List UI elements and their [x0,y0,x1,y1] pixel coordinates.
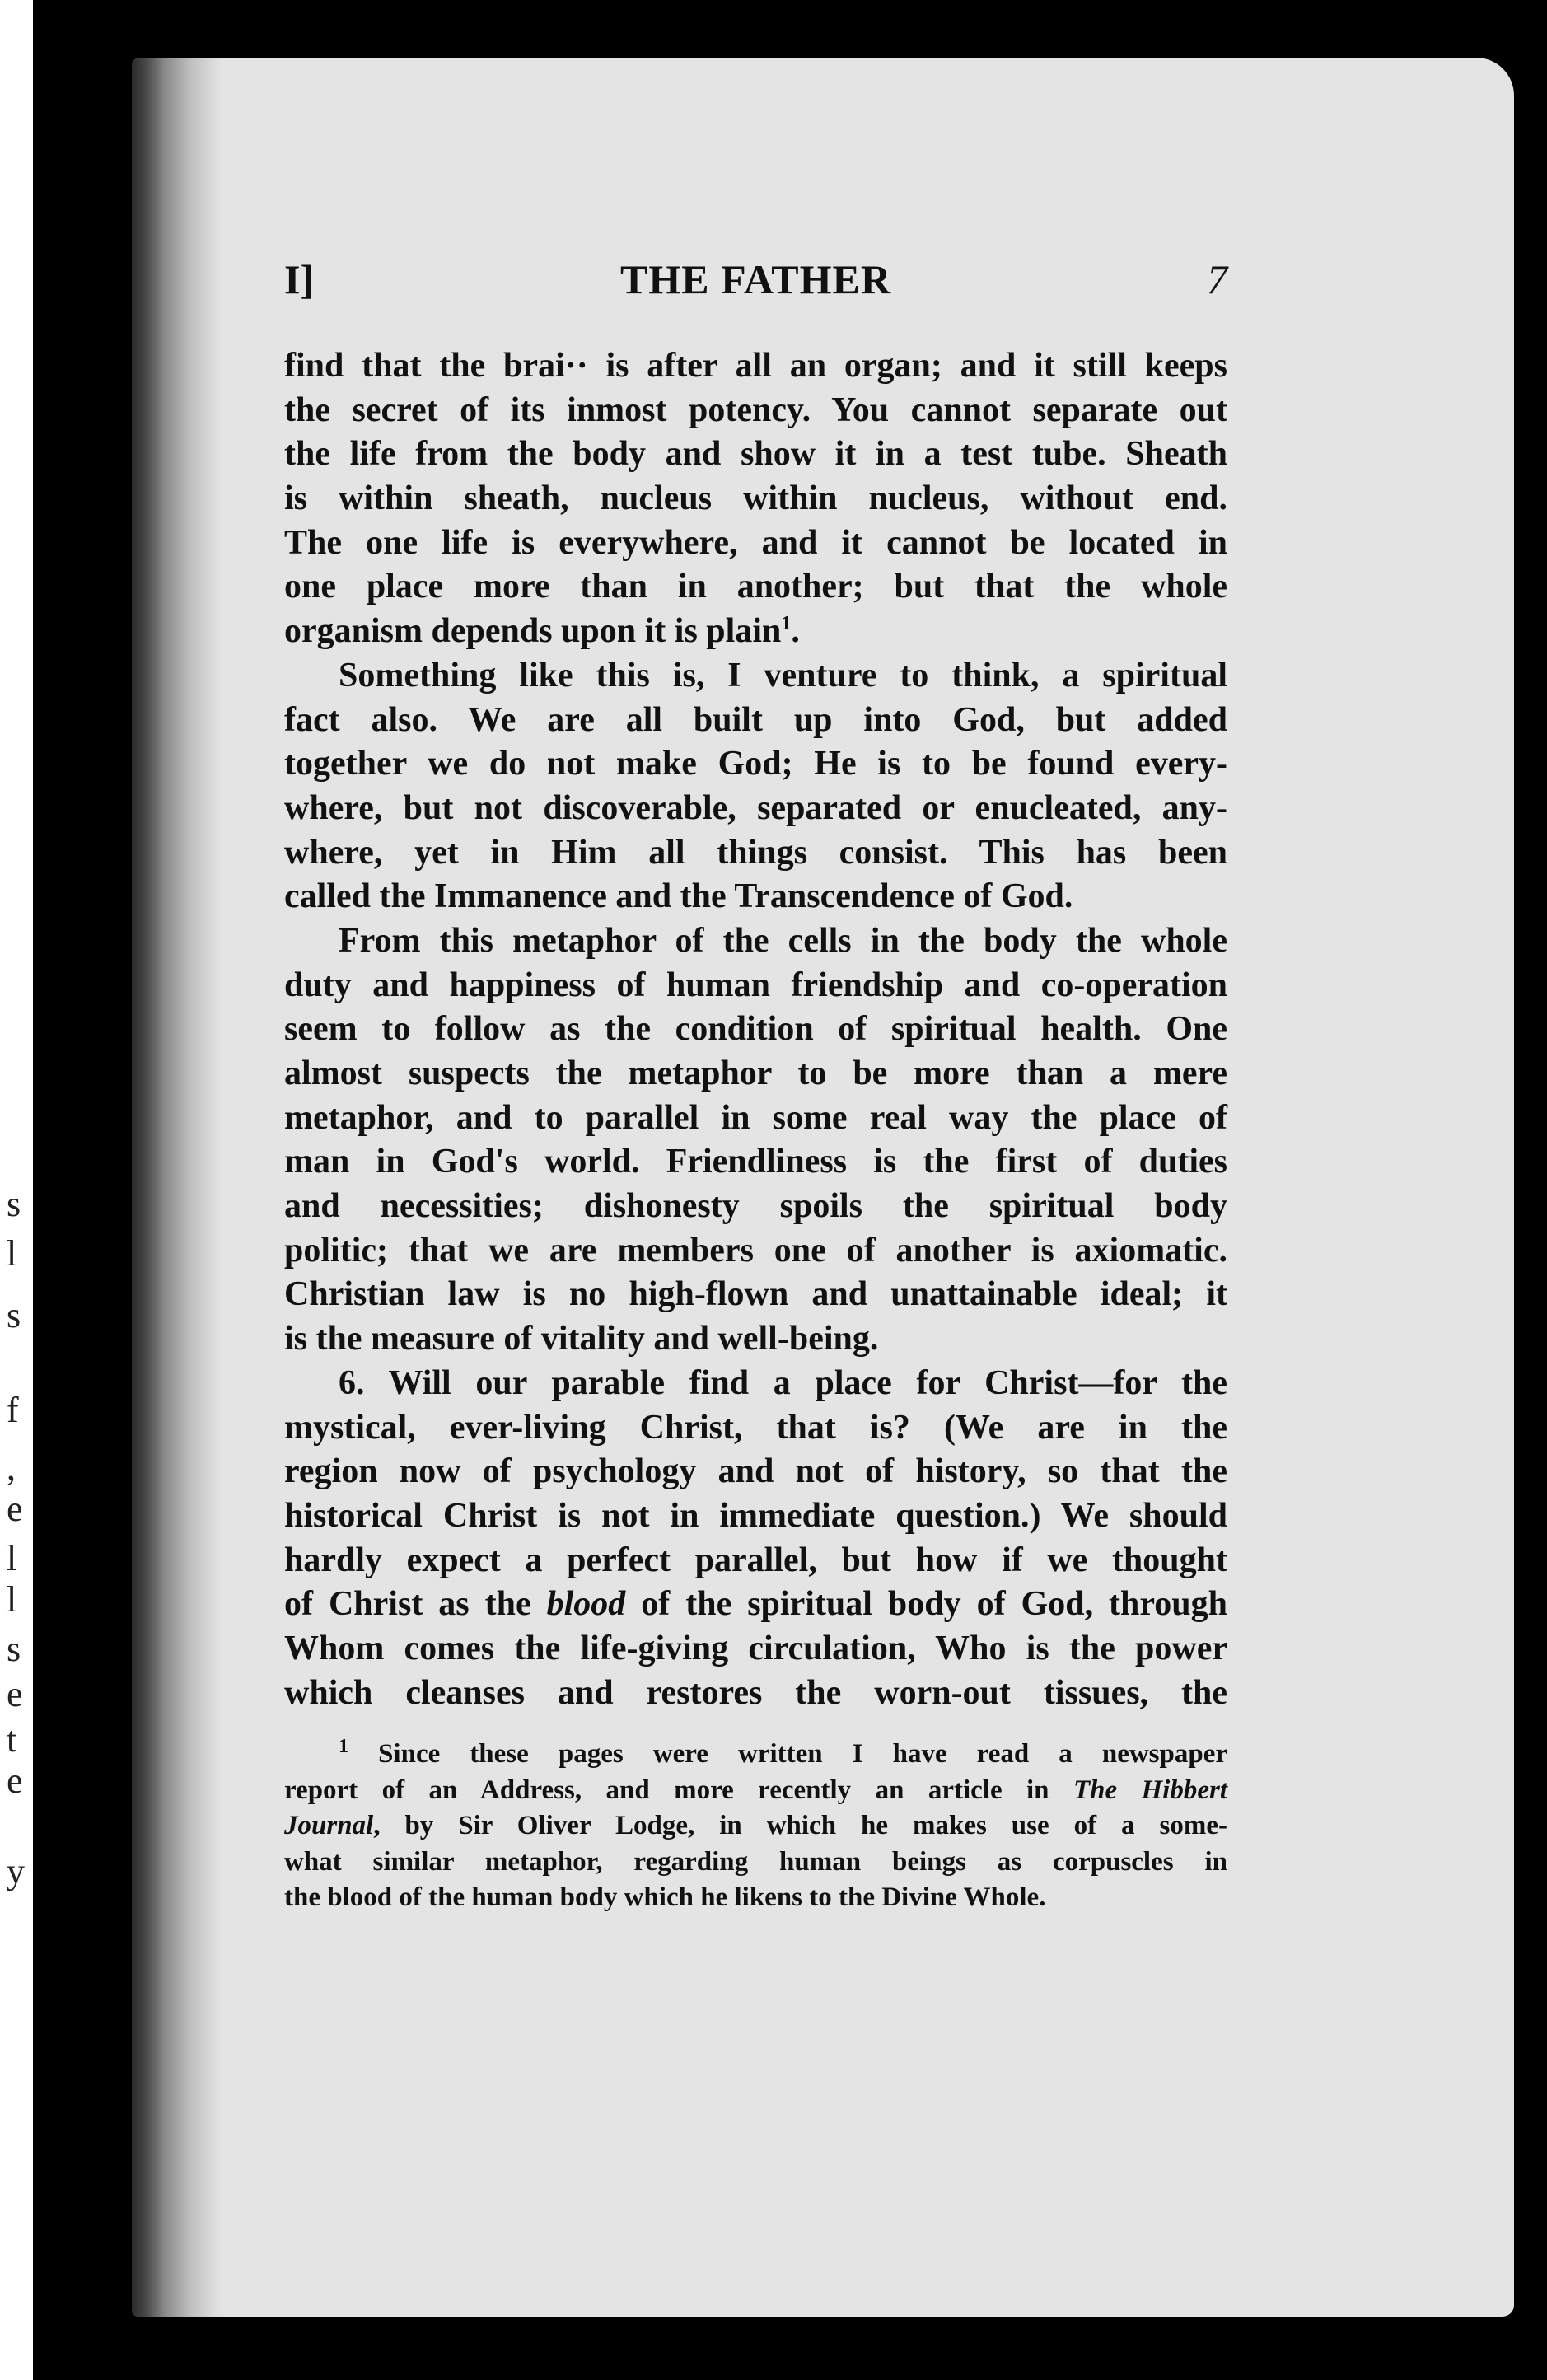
page-number: 7 [1207,256,1227,302]
footnote-line: what similar metaphor, regarding human beings as corpuscles in [284,1846,1227,1877]
text-line: hardly expect a perfect parallel, but how if we thought [284,1541,1227,1579]
text-line: called the Immanence and the Transcendence of God. [284,877,1073,916]
footnote-line: the blood of the human body which he likens to the Divine Whole. [284,1882,1046,1913]
text-line: one place more than in another; but that the whole [284,568,1227,606]
footnote-marker: 1 [339,1736,348,1758]
text-line: where, but not discoverable, separated or enucleated, any- [284,788,1227,827]
text-line: mystical, ever-living Christ, that is? (We are in the [284,1408,1227,1447]
text-line: Christian law is no high-flown and unattainable ideal; it [284,1275,1227,1314]
text-line: where, yet in Him all things consist. This has been [284,833,1227,872]
text-line: organism depends upon it is plain$^1$. [284,612,800,651]
body-text [284,344,1227,1715]
text-line: find that the brai·· is after all an organ; and it still keeps [284,347,1227,385]
text-line: region now of psychology and not of history, so that the [284,1452,1227,1491]
facing-page-fragment: s [7,1295,21,1335]
facing-page-fragment: y [7,1851,25,1891]
text-line: Something like this is, I venture to think, a spiritual [339,656,1227,694]
text-line: Whom comes the life-giving circulation, Who is the power [284,1629,1227,1667]
text-line: duty and happiness of human friendship and co-operation [284,966,1227,1004]
running-head [284,255,1227,313]
footnote-line: report of an Address, and more recently an article in The Hibbert [284,1774,1227,1805]
text-line: politic; that we are members one of another is axiomatic. [284,1231,1227,1269]
footnote-line: Journal, by Sir Oliver Lodge, in which he makes use of a some- [284,1811,1227,1841]
running-title: THE FATHER [619,256,892,302]
facing-page-fragment: s [7,1184,21,1224]
text-line: historical Christ is not in immediate question.) We should [284,1496,1227,1535]
chapter-number: I] [284,256,315,302]
facing-page-edge [0,0,33,2380]
text-line: man in God's world. Friendliness is the first of duties [284,1143,1227,1181]
text-line: and necessities; dishonesty spoils the spiritual body [284,1187,1227,1226]
text-line: the life from the body and show it in a test tube. Sheath [284,435,1227,474]
text-line: the secret of its inmost potency. You cannot separate out [284,390,1227,429]
text-line: 6. Will our parable find a place for Christ—for the [339,1363,1227,1402]
facing-page-fragment: s [7,1629,21,1669]
text-line: The one life is everywhere, and it cannot be located in [284,523,1227,562]
text-line: of Christ as the blood of the spiritual body of God, through [284,1585,1227,1624]
facing-page-fragment: l [7,1538,17,1578]
text-line: seem to follow as the condition of spiritual health. One [284,1010,1227,1049]
footnote [284,1737,1227,1916]
facing-page-fragment: e [7,1674,23,1714]
page-content [284,255,1227,1916]
footnote-line: $^1$ Since these pages were written I have read a newspaper [339,1736,1228,1770]
text-line: which cleanses and restores the worn-out tissues, the [284,1673,1227,1712]
facing-page-fragment: l [7,1579,17,1620]
facing-page-fragment: e [7,1489,23,1529]
facing-page-fragment: t [7,1719,17,1760]
binding-shadow [132,58,222,2317]
text-line: is within sheath, nucleus within nucleus, without end. [284,479,1227,518]
text-line: almost suspects the metaphor to be more than a mere [284,1054,1227,1092]
text-line: together we do not make God; He is to be found every- [284,745,1227,783]
footnote-ref: 1 [781,613,792,635]
facing-page-fragment: e [7,1760,23,1801]
facing-page-fragment: f [7,1390,19,1430]
text-line: fact also. We are all built up into God, but added [284,700,1227,739]
text-line: is the measure of vitality and well-being. [284,1320,879,1358]
facing-page-fragment: l [7,1233,17,1274]
text-line: metaphor, and to parallel in some real way the place of [284,1098,1227,1137]
text-line: From this metaphor of the cells in the body the whole [339,921,1227,960]
facing-page-fragment: , [7,1447,16,1488]
